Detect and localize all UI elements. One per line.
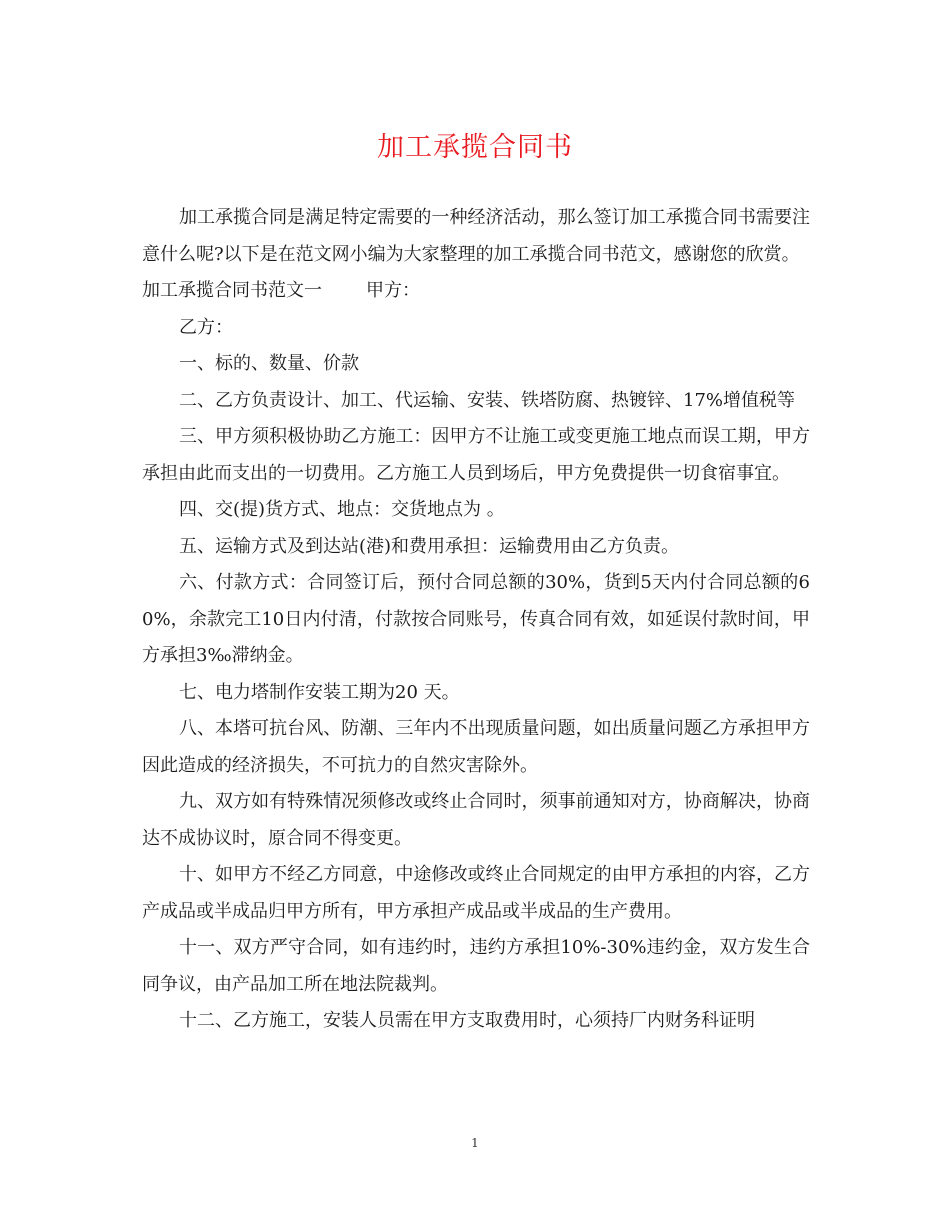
clause-9: 九、双方如有特殊情况须修改或终止合同时，须事前通知对方，协商解决，协商达不成协议时，原合同不得变更。 bbox=[142, 791, 810, 849]
party-b-label: 乙方： bbox=[179, 316, 233, 338]
clause-6: 六、付款方式：合同签订后，预付合同总额的30%，货到5天内付合同总额的60%，余款完工10日内付清，付款按合同账号，传真合同有效，如延误付款时间，甲方承担3‰滞纳金。 bbox=[142, 572, 810, 666]
clause-10: 十、如甲方不经乙方同意，中途修改或终止合同规定的由甲方承担的内容，乙方产成品或半成品归甲方所有，甲方承担产成品或半成品的生产费用。 bbox=[142, 864, 810, 922]
intro-paragraph: 加工承揽合同是满足特定需要的一种经济活动，那么签订加工承揽合同书需要注意什么呢?以下是在范文网小编为大家整理的加工承揽合同书范文，感谢您的欣赏。 bbox=[142, 207, 810, 265]
clause-2: 二、乙方负责设计、加工、代运输、安装、铁塔防腐、热镀锌、17%增值税等 bbox=[179, 389, 796, 411]
page-number: 1 bbox=[471, 1136, 479, 1150]
party-a-label: 甲方： bbox=[366, 280, 420, 301]
clause-12: 十二、乙方施工，安装人员需在甲方支取费用时，心须持厂内财务科证明 bbox=[179, 1010, 755, 1031]
sample-heading-line bbox=[142, 273, 810, 310]
clause-4: 四、交(提)货方式、地点：交货地点为 。 bbox=[179, 499, 505, 520]
clause-8: 八、本塔可抗台风、防潮、三年内不出现质量问题，如出质量问题乙方承担甲方因此造成的经济损失，不可抗力的自然灾害除外。 bbox=[142, 718, 810, 776]
clause-5: 五、运输方式及到达站(港)和费用承担：运输费用由乙方负责。 bbox=[179, 535, 680, 557]
document-body bbox=[142, 200, 810, 1040]
clause-3: 三、甲方须积极协助乙方施工：因甲方不让施工或变更施工地点而误工期，甲方承担由此而支出的一切费用。乙方施工人员到场后，甲方免费提供一切食宿事宜。 bbox=[142, 426, 810, 484]
clause-11: 十一、双方严守合同，如有违约时，违约方承担10%-30%违约金，双方发生合同争议，由产品加工所在地法院裁判。 bbox=[142, 937, 810, 995]
document-title: 加工承揽合同书 bbox=[377, 132, 573, 163]
clause-1: 一、标的、数量、价款 bbox=[179, 353, 359, 374]
clause-7: 七、电力塔制作安装工期为20 天。 bbox=[179, 681, 460, 703]
sample-heading: 加工承揽合同书范文一 bbox=[142, 280, 322, 301]
